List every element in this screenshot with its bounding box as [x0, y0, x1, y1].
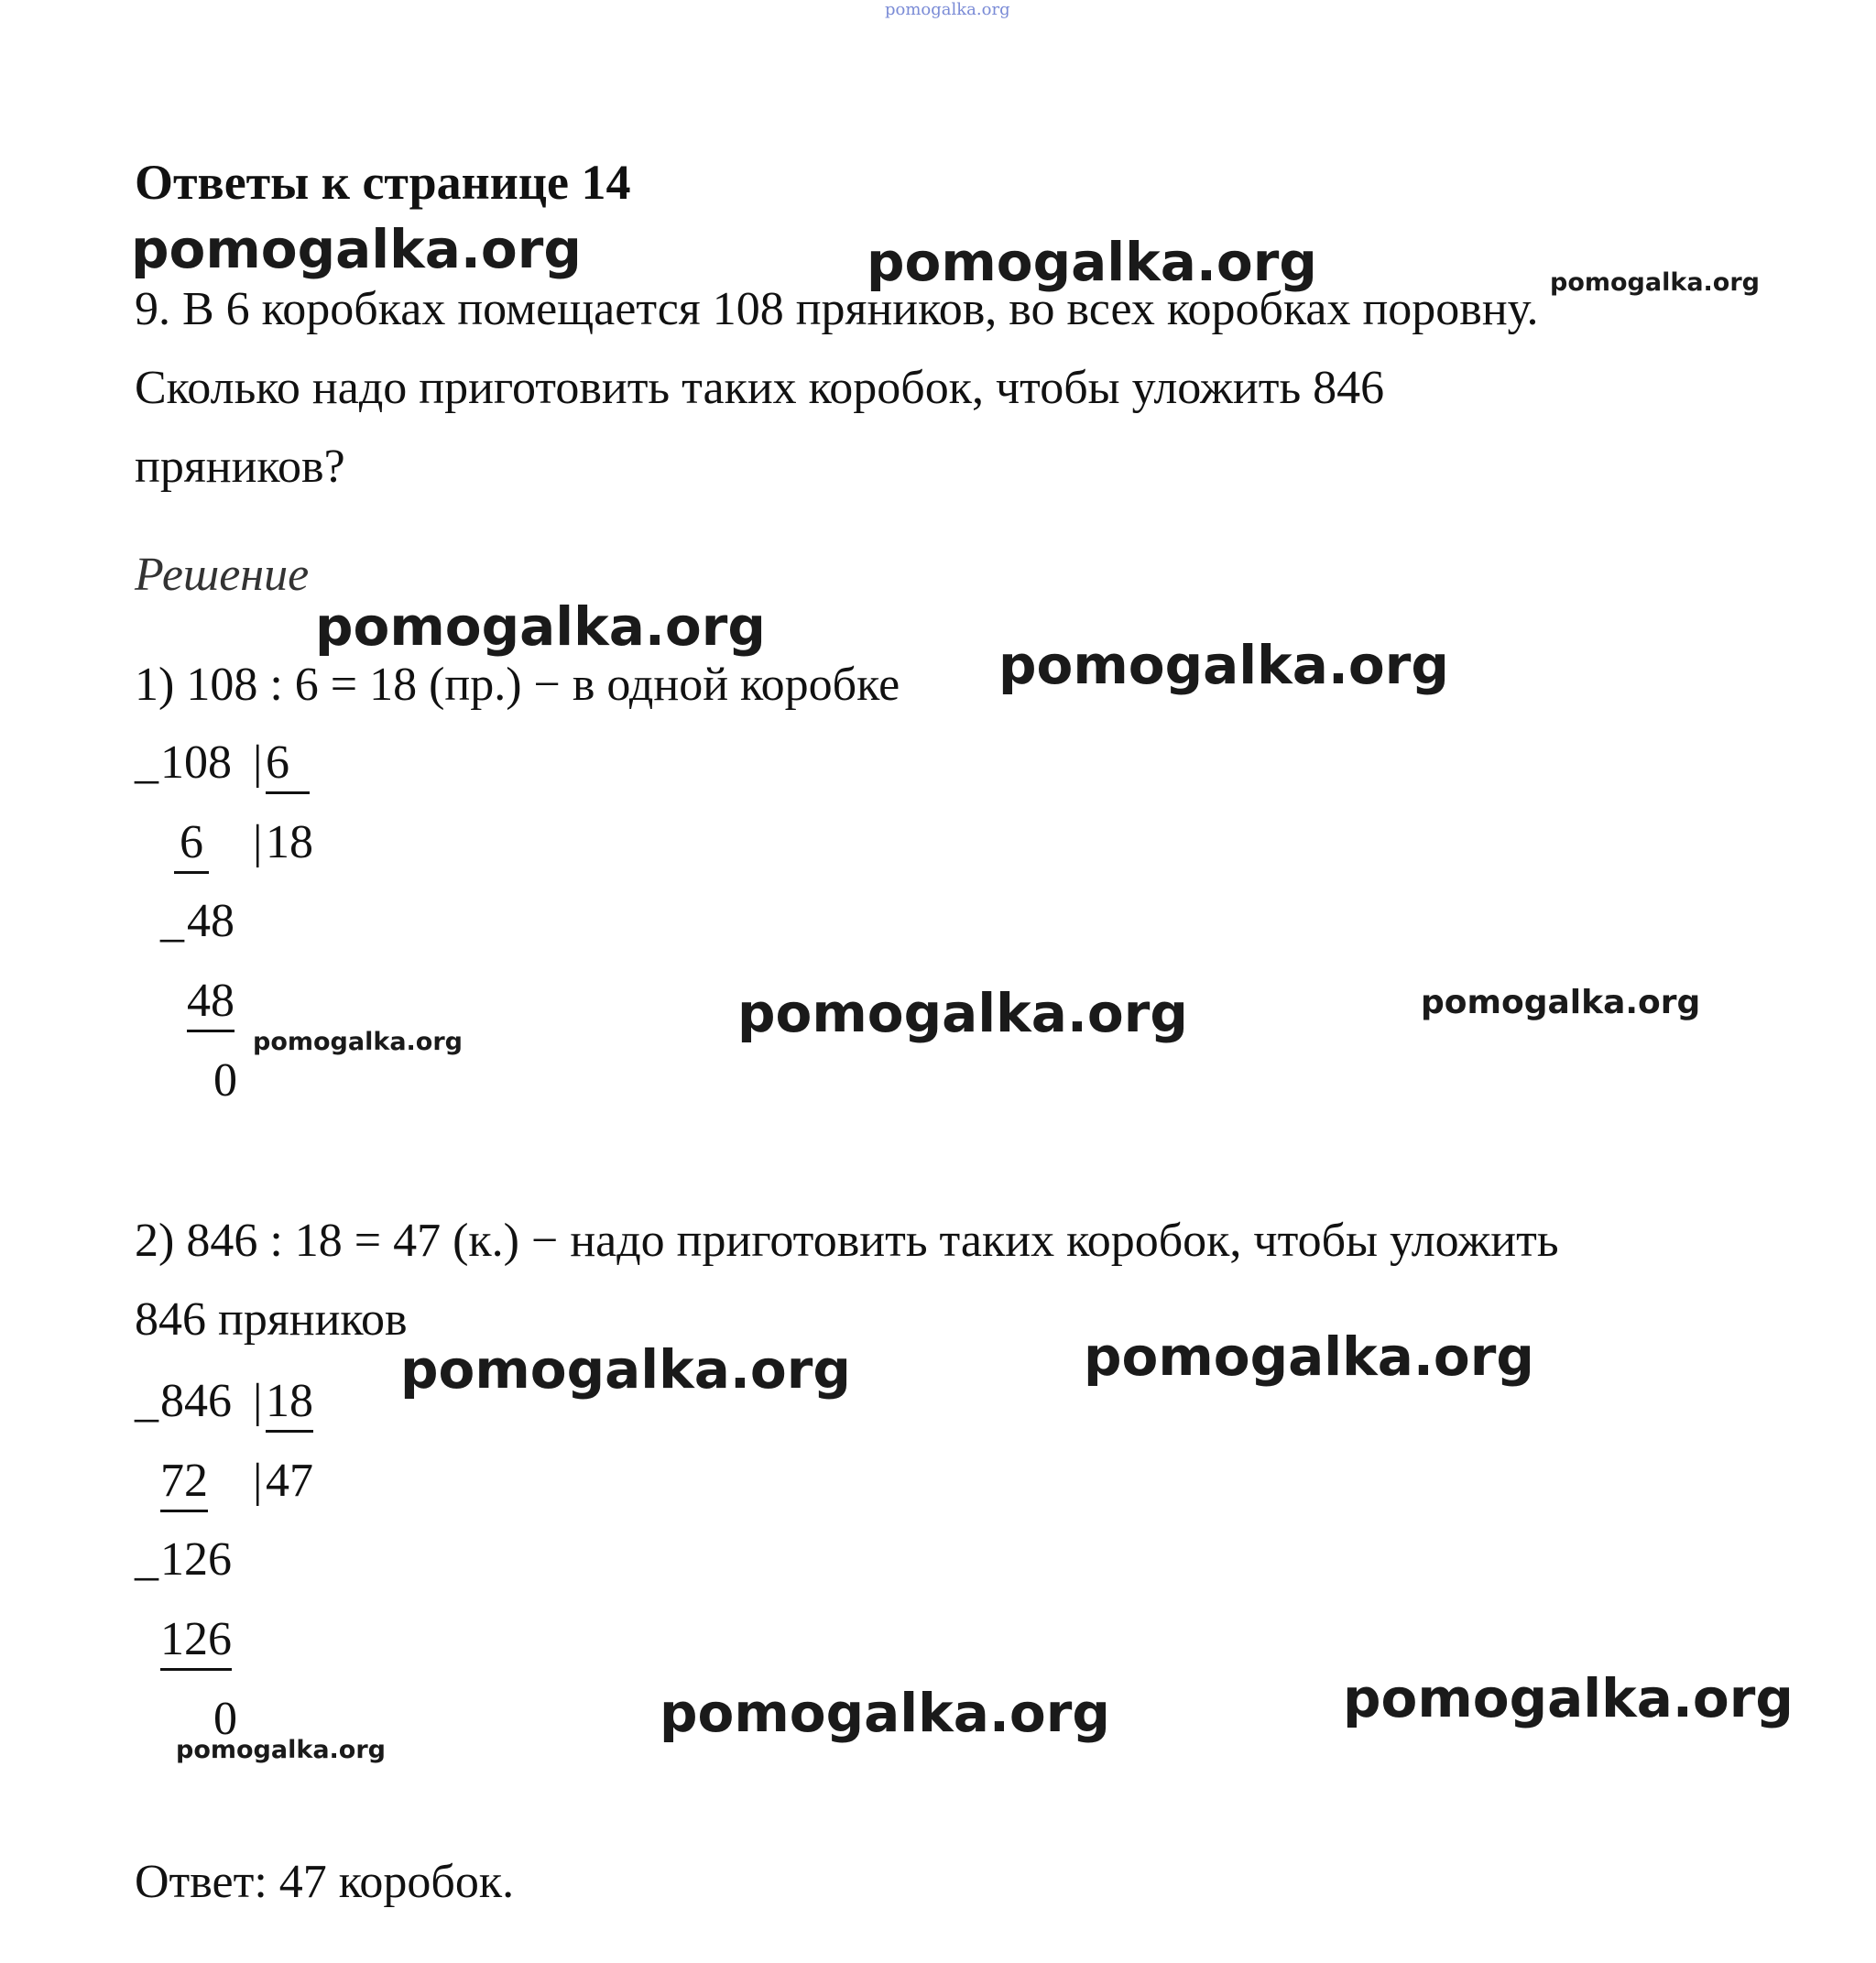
solution-step-2-line-2: 846 пряников [135, 1293, 408, 1346]
div2-second-dividend: 126 [160, 1533, 232, 1586]
div1-divisor: 6 [266, 736, 310, 794]
watermark: pomogalka.org [998, 634, 1449, 696]
watermark: pomogalka.org [315, 595, 766, 658]
div1-first-product: 6 [174, 815, 209, 874]
div1-remainder: 0 [213, 1054, 237, 1107]
minus-sign: _ [135, 736, 158, 789]
div2-second-product: 126 [160, 1612, 232, 1671]
watermark: pomogalka.org [867, 231, 1317, 293]
solution-step-2-line-1: 2) 846 : 18 = 47 (к.) − надо приготовить таких коробок, чтобы уложить [135, 1215, 1559, 1267]
watermark-top: pomogalka.org [885, 0, 1010, 19]
watermark: pomogalka.org [400, 1338, 851, 1401]
problem-line-3: пряников? [135, 441, 345, 493]
watermark: pomogalka.org [131, 218, 582, 280]
answer-line: Ответ: 47 коробок. [135, 1856, 515, 1908]
div1-bar: | [253, 736, 263, 789]
minus-sign: _ [160, 895, 184, 947]
minus-sign: _ [135, 1375, 158, 1427]
watermark: pomogalka.org [1421, 984, 1701, 1021]
watermark: pomogalka.org [176, 1736, 386, 1764]
watermark: pomogalka.org [253, 1028, 463, 1056]
problem-line-2: Сколько надо приготовить таких коробок, чтобы уложить 846 [135, 362, 1385, 414]
div1-second-dividend: 48 [187, 895, 234, 947]
watermark: pomogalka.org [1084, 1325, 1534, 1388]
page-title: Ответы к странице 14 [135, 155, 631, 210]
problem-line-1: 9. В 6 коробках помещается 108 пряников, во всех коробках поровну. [135, 283, 1539, 335]
watermark: pomogalka.org [1550, 268, 1760, 297]
div2-bar: | [253, 1375, 263, 1427]
div2-first-product: 72 [160, 1454, 208, 1512]
watermark: pomogalka.org [660, 1682, 1110, 1744]
solution-heading: Решение [135, 549, 310, 601]
div1-dividend: 108 [160, 736, 232, 789]
div2-remainder: 0 [213, 1693, 237, 1745]
div2-bar: | [253, 1455, 263, 1507]
minus-sign: _ [135, 1533, 158, 1586]
watermark: pomogalka.org [737, 982, 1188, 1044]
div1-quotient: 18 [266, 816, 313, 868]
div1-bar: | [253, 816, 263, 868]
div2-dividend: 846 [160, 1375, 232, 1427]
div2-quotient: 47 [266, 1455, 313, 1507]
div1-second-product: 48 [187, 974, 234, 1032]
div2-divisor: 18 [266, 1374, 313, 1433]
solution-step-1: 1) 108 : 6 = 18 (пр.) − в одной коробке [135, 659, 900, 711]
watermark: pomogalka.org [1343, 1667, 1794, 1729]
